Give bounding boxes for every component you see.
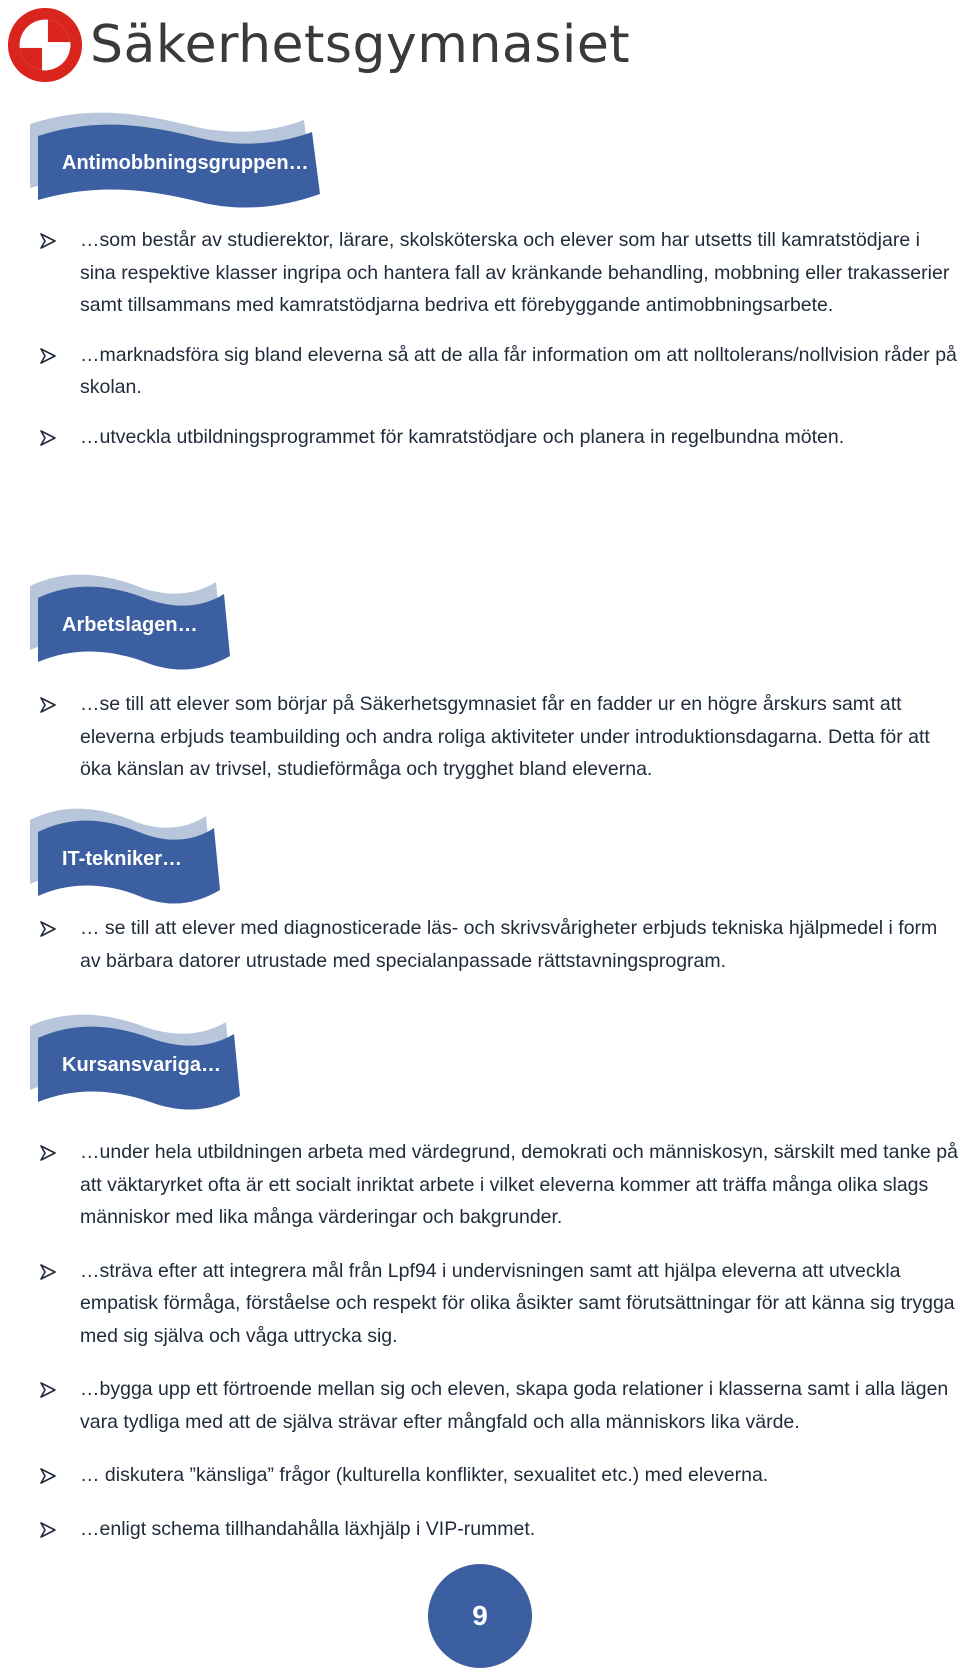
arrow-bullet-icon [40,1145,56,1161]
logo-cross-emblem-icon [6,6,84,84]
list-item: …bygga upp ett förtroende mellan sig och eleven, skapa goda relationer i klasserna samt i alla lägen vara tydliga med att de själva strävar efter mångfald och alla människors lika värde. [40,1373,960,1438]
list-item: …utveckla utbildningsprogrammet för kamratstödjare och planera in regelbundna möten. [40,421,960,454]
list-item: …under hela utbildningen arbeta med värdegrund, demokrati och människosyn, särskilt med tanke på att väktaryrket ofta är ett socialt inriktat arbete i vilket eleverna kommer att träffa många olika slags människor med lika många värderingar och bakgrunder. [40,1136,960,1234]
section-list-it-tekniker [40,912,960,977]
section-list-kursansvariga [40,1136,960,1545]
list-item: …sträva efter att integrera mål från Lpf94 i undervisningen samt att hjälpa eleverna att utveckla empatisk förmåga, förståelse och respekt för olika åsikter samt förutsättningar för att känna sig trygga med sig själva och våga uttrycka sig. [40,1255,960,1353]
arrow-bullet-icon [40,1264,56,1280]
section-banner-antimobbningsgruppen [22,104,322,214]
list-item: … se till att elever med diagnosticerade läs- och skrivsvårigheter erbjuds tekniska hjälpmedel i form av bärbara datorer utrustade med specialanpassade rättstavningsprogram. [40,912,960,977]
list-item: …se till att elever som börjar på Säkerhetsgymnasiet får en fadder ur en högre årskurs samt att eleverna erbjuds teambuilding och andra roliga aktiviteter under introduktionsdagarna. Detta för att öka känslan av trivsel, studieförmåga och trygghet bland eleverna. [40,688,960,786]
list-item: …som består av studierektor, lärare, skolsköterska och elever som har utsetts till kamratstödjare i sina respektive klasser ingripa och hantera fall av kränkande behandling, mobbning eller trakasserier samt tillsammans med kamratstödjarna bedriva ett förebyggande antimobbningsarbete. [40,224,960,322]
logo-wordmark: Säkerhetsgymnasiet [90,15,631,75]
school-logo [6,6,630,84]
arrow-bullet-icon [40,1522,56,1538]
section-title: Arbetslagen… [62,614,198,636]
section-banner-arbetslagen [22,566,232,676]
arrow-bullet-icon [40,1468,56,1484]
list-item: …marknadsföra sig bland eleverna så att de alla får information om att nolltolerans/nollvision råder på skolan. [40,339,960,404]
section-list-arbetslagen [40,688,960,786]
section-title: IT-tekniker… [62,848,183,870]
list-item: … diskutera ”känsliga” frågor (kulturella konflikter, sexualitet etc.) med eleverna. [40,1459,960,1492]
arrow-bullet-icon [40,348,56,364]
arrow-bullet-icon [40,697,56,713]
section-title: Kursansvariga… [62,1054,221,1076]
arrow-bullet-icon [40,430,56,446]
arrow-bullet-icon [40,233,56,249]
section-banner-kursansvariga [22,1006,242,1116]
section-list-antimobbningsgruppen [40,224,960,453]
section-title: Antimobbningsgruppen… [62,152,309,174]
arrow-bullet-icon [40,1382,56,1398]
page-number-badge: 9 [428,1564,532,1668]
section-banner-it-tekniker [22,800,222,910]
list-item: …enligt schema tillhandahålla läxhjälp i VIP-rummet. [40,1513,960,1546]
arrow-bullet-icon [40,921,56,937]
